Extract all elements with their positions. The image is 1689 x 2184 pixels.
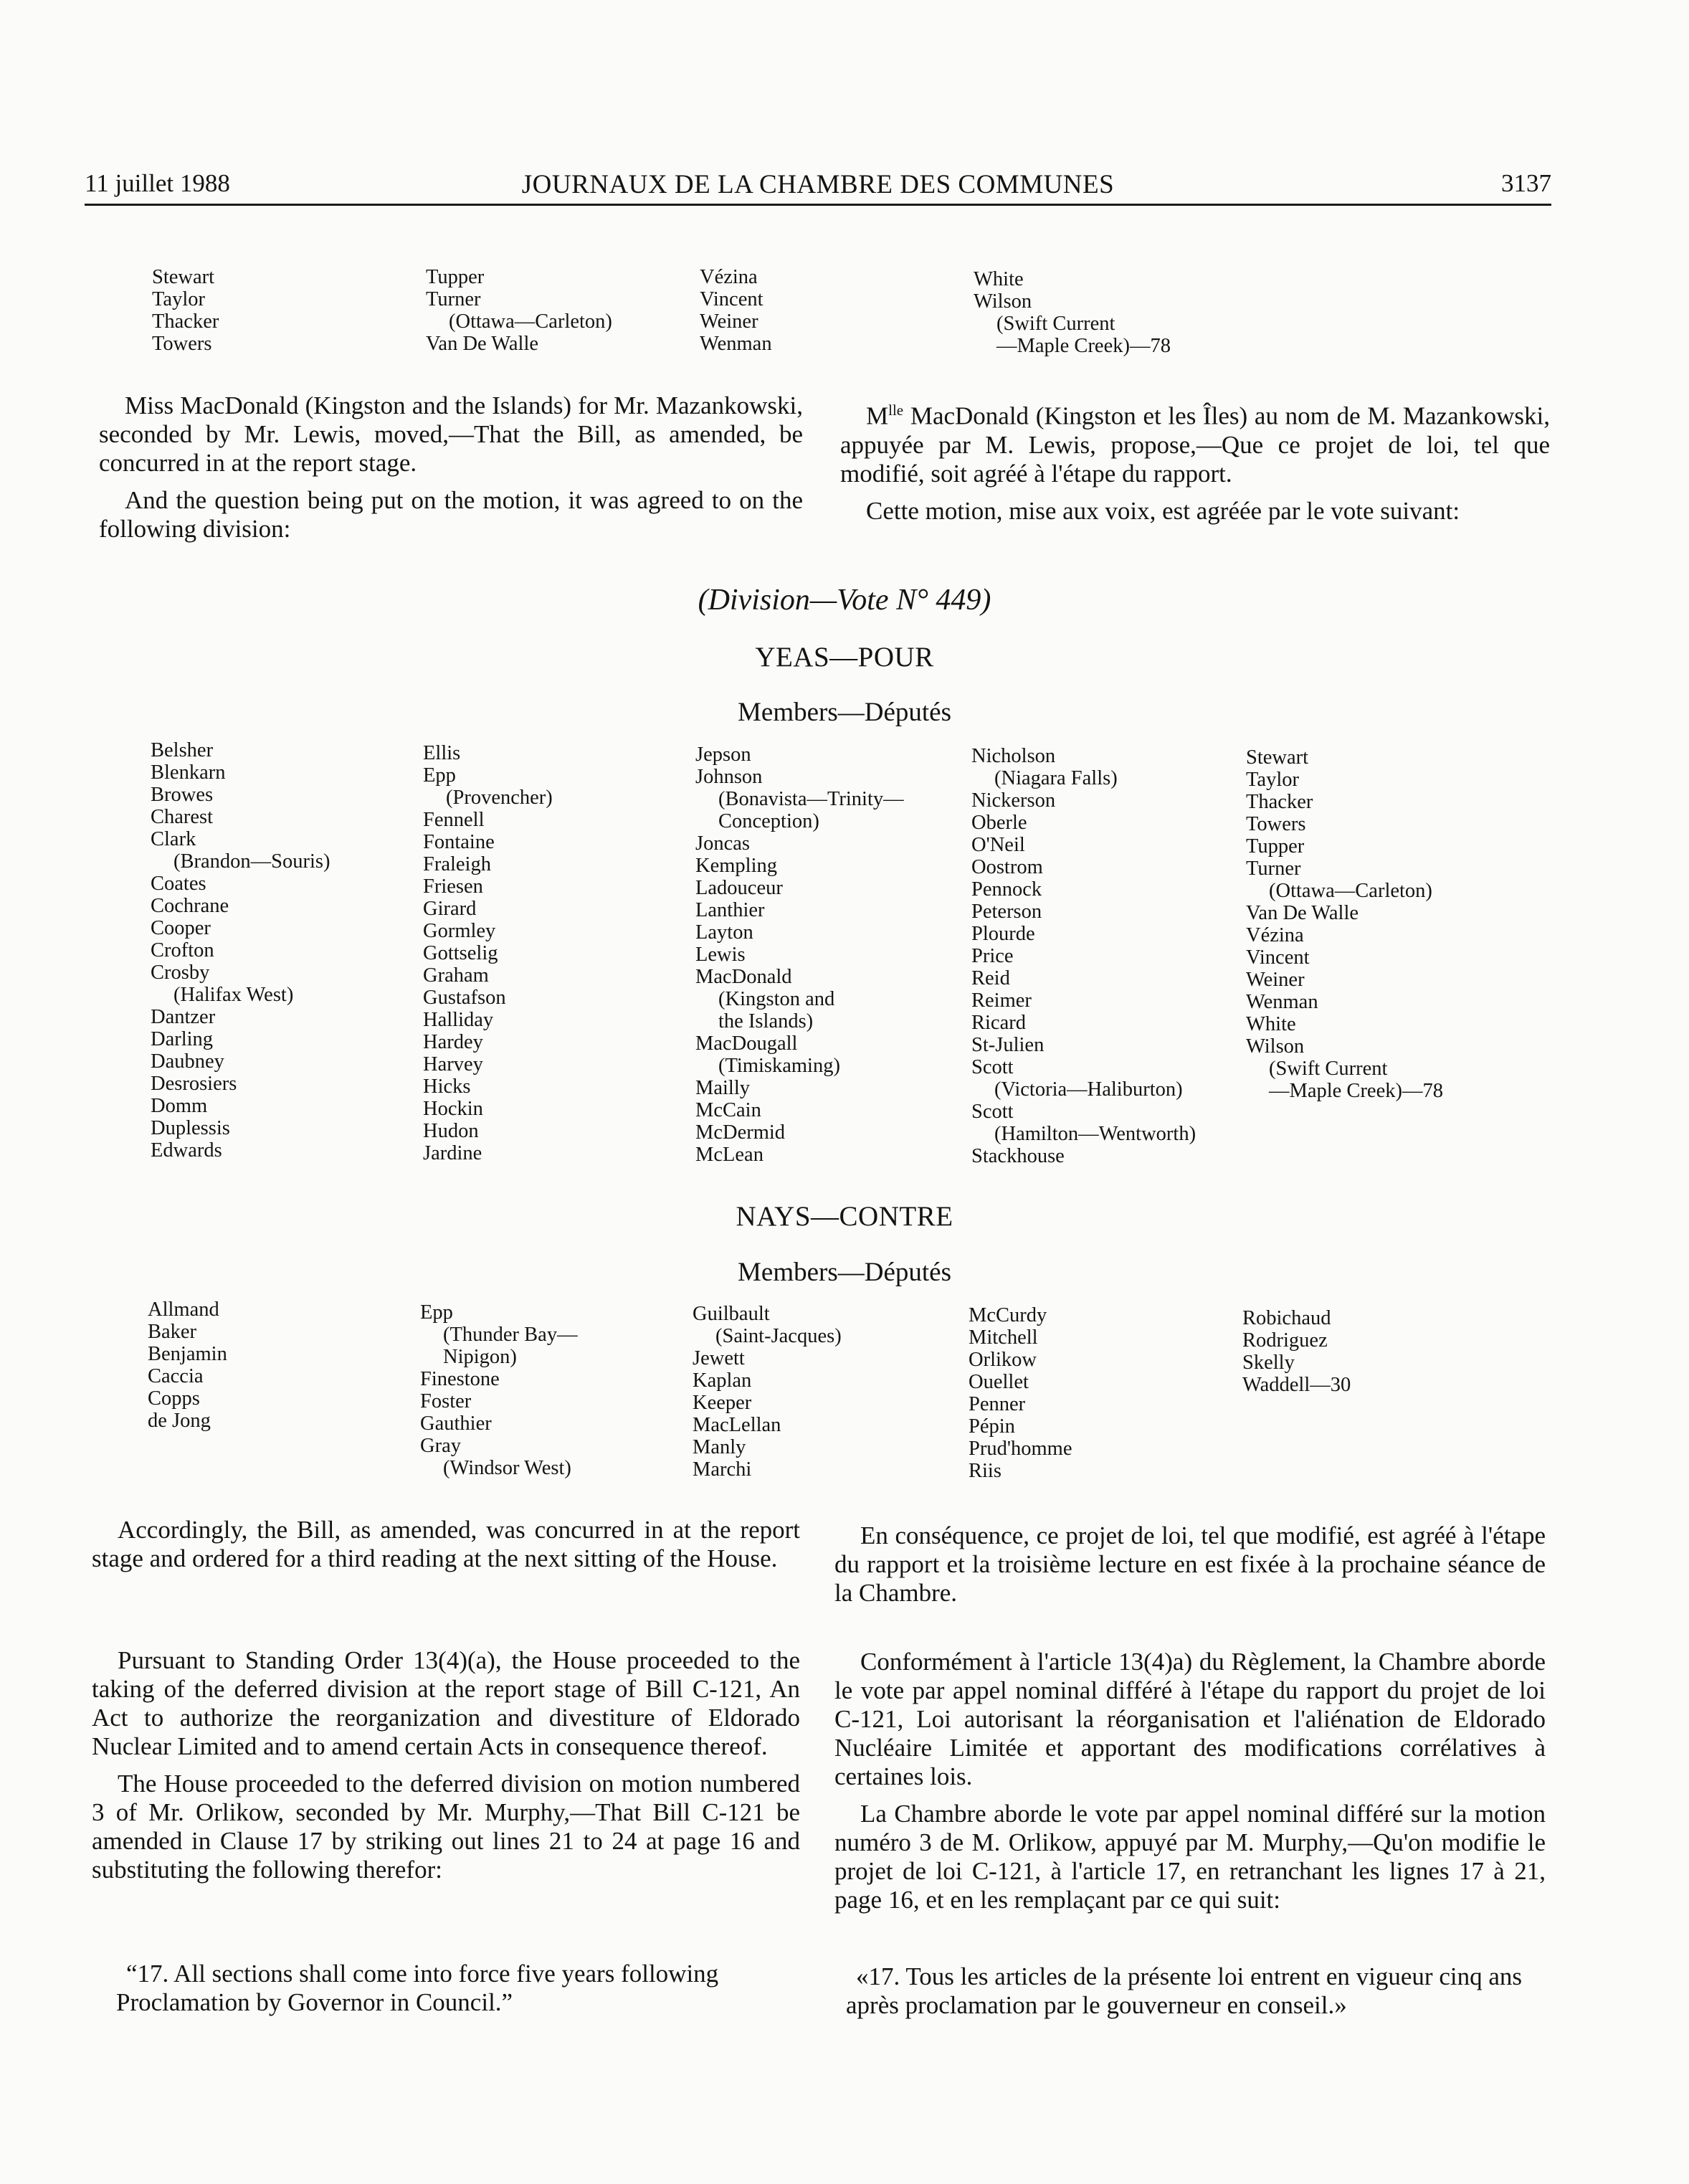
member-name: Scott — [971, 1056, 1014, 1078]
motion-text-fr: $M^{lle}$ MacDonald (Kingston et les Îles) au nom de M. Mazankowski, appuyée par M. Lewis, propose,—Que ce projet de loi, tel que modifié, soit agréé à l'étape du rapport. — [840, 402, 1550, 488]
member-name: Copps — [148, 1387, 200, 1410]
motion-text-en: Miss MacDonald (Kingston and the Islands) for Mr. Mazankowski, seconded by Mr. Lewis, moved,—That the Bill, as amended, be concurred in at the report stage. — [99, 391, 803, 477]
member-riding: (Victoria—Haliburton) — [994, 1078, 1183, 1101]
member-name: Price — [971, 945, 1014, 967]
yeas-column-4 — [971, 745, 1196, 1167]
member-name: Joncas — [695, 832, 750, 855]
member-name: Vincent — [1246, 946, 1310, 969]
member-name: Towers — [152, 333, 212, 355]
member-riding: (Provencher) — [446, 787, 553, 809]
member-name: Mailly — [695, 1077, 750, 1099]
member-name: Vincent — [700, 288, 763, 310]
member-name: Jewett — [693, 1347, 745, 1369]
member-name: Turner — [1246, 858, 1301, 880]
member-name: Gustafson — [423, 987, 506, 1009]
member-riding: (Kingston and — [718, 988, 835, 1010]
member-riding: (Ottawa—Carleton) — [449, 310, 612, 333]
member-name: Hockin — [423, 1098, 483, 1120]
member-name: Benjamin — [148, 1343, 227, 1365]
member-name: McDermid — [695, 1121, 786, 1144]
member-name: Reid — [971, 967, 1010, 989]
member-riding: —Maple Creek)—78 — [996, 335, 1171, 357]
motion-division-en: And the question being put on the motion, it was agreed to on the following division: — [99, 486, 803, 543]
yeas-subheading: Members—Députés — [738, 698, 951, 727]
member-name: Rodriguez — [1242, 1329, 1328, 1352]
member-name: Stewart — [1246, 746, 1309, 769]
member-name: Turner — [426, 288, 481, 310]
member-name: Kempling — [695, 855, 777, 877]
member-name: Stackhouse — [971, 1145, 1065, 1167]
member-name: McLean — [695, 1144, 763, 1166]
member-name: Fraleigh — [423, 853, 491, 875]
member-name: McCurdy — [969, 1304, 1047, 1326]
member-name: Gauthier — [420, 1413, 492, 1435]
member-name: Duplessis — [151, 1117, 230, 1139]
member-name: Darling — [151, 1028, 214, 1050]
member-name: Peterson — [971, 901, 1042, 923]
quote-french: «17. Tous les articles de la présente loi entrent en vigueur cinq ans après proclamation par le gouverneur en conseil.» — [846, 1962, 1522, 2019]
member-name: Tupper — [426, 266, 485, 288]
deferred-english — [92, 1646, 800, 1893]
result-french — [834, 1521, 1546, 1616]
member-name: Baker — [148, 1321, 197, 1343]
motion-french — [840, 396, 1550, 534]
member-name: MacDougall — [695, 1032, 798, 1055]
member-name: Thacker — [1246, 791, 1313, 813]
member-name: Kaplan — [693, 1369, 752, 1392]
member-name: Crosby — [151, 962, 210, 984]
member-riding: (Ottawa—Carleton) — [1269, 880, 1432, 902]
member-name: Daubney — [151, 1050, 224, 1073]
member-name: Fennell — [423, 809, 485, 831]
member-name: Graham — [423, 964, 489, 987]
member-riding: (Swift Current — [1269, 1058, 1388, 1080]
member-name: Nickerson — [971, 789, 1056, 812]
member-name: Oostrom — [971, 856, 1043, 878]
member-name: Caccia — [148, 1365, 204, 1387]
member-name: Gormley — [423, 920, 496, 942]
result-text-en: Accordingly, the Bill, as amended, was concurred in at the report stage and ordered for a third reading at the next sitting of the House. — [92, 1516, 800, 1572]
member-riding: (Niagara Falls) — [994, 767, 1118, 789]
member-name: Mitchell — [969, 1326, 1038, 1349]
member-name: Charest — [151, 806, 214, 828]
member-name: Hicks — [423, 1076, 471, 1098]
member-name: Belsher — [151, 739, 214, 761]
member-name: Fontaine — [423, 831, 495, 853]
quote-english: “17. All sections shall come into force five years following Proclamation by Governor in Council.” — [116, 1960, 719, 2016]
member-name: Weiner — [1246, 969, 1305, 991]
member-name: Prud'homme — [969, 1438, 1072, 1460]
member-name: Oberle — [971, 812, 1027, 834]
member-name: Gottselig — [423, 942, 498, 964]
yeas-column-1 — [151, 739, 330, 1162]
member-name: Thacker — [152, 310, 219, 333]
division-title: (Division—Vote N° 449) — [698, 584, 991, 617]
member-name: MacDonald — [695, 966, 792, 988]
member-name: Vézina — [1246, 924, 1304, 946]
member-name: Plourde — [971, 923, 1035, 945]
member-riding: (Hamilton—Wentworth) — [994, 1123, 1196, 1145]
member-name: Cooper — [151, 917, 211, 939]
member-name: White — [1246, 1013, 1296, 1035]
nays-column-2 — [420, 1301, 578, 1479]
member-name: Halliday — [423, 1009, 494, 1031]
member-name: Tupper — [1246, 835, 1305, 858]
member-name: Johnson — [695, 766, 763, 788]
member-name: Scott — [971, 1101, 1014, 1123]
deferred-french — [834, 1648, 1546, 1923]
member-name: Wenman — [700, 333, 772, 355]
member-name: McCain — [695, 1099, 761, 1121]
deferred-text-en-2: The House proceeded to the deferred division on motion numbered 3 of Mr. Orlikow, seconded by Mr. Murphy,—That Bill C-121 be amended in Clause 17 by striking out lines 21 to 24 at page 16 and substituting the following therefor: — [92, 1770, 800, 1884]
member-name: Van De Walle — [426, 333, 539, 355]
member-name: Gray — [420, 1435, 461, 1457]
member-name: Harvey — [423, 1053, 483, 1076]
member-name: de Jong — [148, 1410, 211, 1432]
member-name: Lanthier — [695, 899, 765, 921]
member-name: Taylor — [152, 288, 205, 310]
nays-subheading: Members—Députés — [738, 1258, 951, 1287]
member-name: Marchi — [693, 1458, 752, 1481]
nays-column-1 — [148, 1298, 227, 1432]
member-name: Friesen — [423, 875, 483, 898]
member-name: Orlikow — [969, 1349, 1037, 1371]
member-name: Lewis — [695, 944, 746, 966]
member-riding: (Saint-Jacques) — [715, 1325, 842, 1347]
member-riding: (Brandon—Souris) — [173, 850, 330, 873]
nays-column-4 — [969, 1304, 1072, 1482]
header-date: 11 juillet 1988 — [85, 169, 230, 197]
member-name: Nicholson — [971, 745, 1056, 767]
member-name: Hardey — [423, 1031, 483, 1053]
nays-column-5 — [1242, 1307, 1351, 1396]
member-name: Clark — [151, 828, 196, 850]
page-header — [85, 169, 1551, 206]
yeas-column-2 — [423, 742, 553, 1164]
result-text-fr: En conséquence, ce projet de loi, tel que modifié, est agréé à l'étape du rapport et la troisième lecture en est fixée à la prochaine séance de la Chambre. — [834, 1521, 1546, 1607]
member-riding: (Swift Current — [996, 313, 1115, 335]
member-name: Wilson — [974, 290, 1032, 313]
deferred-text-en-1: Pursuant to Standing Order 13(4)(a), the House proceeded to the taking of the deferred division at the report stage of Bill C-121, An Act to authorize the reorganization and divestiture of Eldorado Nuclear Limited and to amend certain Acts in consequence thereof. — [92, 1646, 800, 1760]
member-riding: (Windsor West) — [443, 1457, 571, 1479]
member-name: Wenman — [1246, 991, 1318, 1013]
nays-heading: NAYS—CONTRE — [736, 1201, 953, 1232]
header-title: JOURNAUX DE LA CHAMBRE DES COMMUNES — [521, 170, 1115, 199]
member-name: Manly — [693, 1436, 746, 1458]
member-name: Pépin — [969, 1415, 1015, 1438]
member-name: Taylor — [1246, 769, 1299, 791]
member-name: Coates — [151, 873, 206, 895]
member-name: Girard — [423, 898, 477, 920]
deferred-text-fr-1: Conformément à l'article 13(4)a) du Règlement, la Chambre aborde le vote par appel nominal différé à l'étape du rapport du projet de loi C-121, Loi autorisant la réorganisation et l'aliénation de Eldorado Nucléaire Limitée et apportant des modifications corrélatives à certaines lois. — [834, 1648, 1546, 1790]
member-riding: the Islands) — [718, 1010, 814, 1032]
member-name: Foster — [420, 1390, 472, 1413]
member-name: O'Neil — [971, 834, 1025, 856]
member-riding: (Bonavista—Trinity— — [718, 788, 904, 810]
member-name: Finestone — [420, 1368, 500, 1390]
member-name: Cochrane — [151, 895, 229, 917]
member-name: Epp — [423, 764, 456, 787]
member-name: Keeper — [693, 1392, 752, 1414]
yeas-heading: YEAS—POUR — [755, 642, 934, 673]
carryover-column-3 — [700, 266, 772, 355]
member-name: White — [974, 268, 1024, 290]
page-number: 3137 — [1501, 169, 1551, 197]
member-name: Ricard — [971, 1012, 1026, 1034]
member-name: Blenkarn — [151, 761, 226, 784]
member-name: Edwards — [151, 1139, 222, 1162]
member-name: Desrosiers — [151, 1073, 237, 1095]
yeas-column-3 — [695, 744, 904, 1166]
member-name: Towers — [1246, 813, 1306, 835]
member-name: Epp — [420, 1301, 453, 1324]
member-name: Layton — [695, 921, 753, 944]
member-name: Ladouceur — [695, 877, 783, 899]
member-name: Dantzer — [151, 1006, 216, 1028]
carryover-column-1 — [152, 266, 219, 355]
member-name: Ellis — [423, 742, 461, 764]
member-name: St-Julien — [971, 1034, 1045, 1056]
member-name: Wilson — [1246, 1035, 1305, 1058]
member-riding: (Halifax West) — [173, 984, 294, 1006]
member-name: Allmand — [148, 1298, 219, 1321]
member-name: Pennock — [971, 878, 1042, 901]
carryover-column-2 — [426, 266, 612, 355]
member-name: MacLellan — [693, 1414, 781, 1436]
member-name: Crofton — [151, 939, 214, 962]
member-riding: (Thunder Bay— — [443, 1324, 578, 1346]
member-name: Waddell—30 — [1242, 1374, 1351, 1396]
motion-division-fr: Cette motion, mise aux voix, est agréée par le vote suivant: — [866, 496, 1460, 525]
member-riding: (Timiskaming) — [718, 1055, 840, 1077]
yeas-column-5 — [1246, 746, 1443, 1102]
nays-column-3 — [693, 1303, 842, 1481]
member-riding: Conception) — [718, 810, 819, 832]
member-riding: Nipigon) — [443, 1346, 517, 1368]
member-name: Guilbault — [693, 1303, 770, 1325]
member-name: Weiner — [700, 310, 758, 333]
member-name: Vézina — [700, 266, 758, 288]
member-name: Ouellet — [969, 1371, 1029, 1393]
member-name: Reimer — [971, 989, 1032, 1012]
member-name: Stewart — [152, 266, 215, 288]
member-name: Jardine — [423, 1142, 482, 1164]
member-name: Van De Walle — [1246, 902, 1359, 924]
result-english — [92, 1516, 800, 1582]
member-name: Domm — [151, 1095, 208, 1117]
member-name: Browes — [151, 784, 214, 806]
member-riding: —Maple Creek)—78 — [1269, 1080, 1443, 1102]
member-name: Penner — [969, 1393, 1026, 1415]
member-name: Jepson — [695, 744, 751, 766]
member-name: Hudon — [423, 1120, 479, 1142]
carryover-column-4 — [974, 268, 1171, 357]
motion-english — [99, 391, 803, 552]
member-name: Riis — [969, 1460, 1001, 1482]
deferred-text-fr-2: La Chambre aborde le vote par appel nominal différé sur la motion numéro 3 de M. Orlikow, appuyé par M. Murphy,—Qu'on modifie le projet de loi C-121, à l'article 17, en retranchant les lignes 17 à 21, page 16, et en les remplaçant par ce qui suit: — [834, 1800, 1546, 1914]
member-name: Skelly — [1242, 1352, 1295, 1374]
member-name: Robichaud — [1242, 1307, 1331, 1329]
